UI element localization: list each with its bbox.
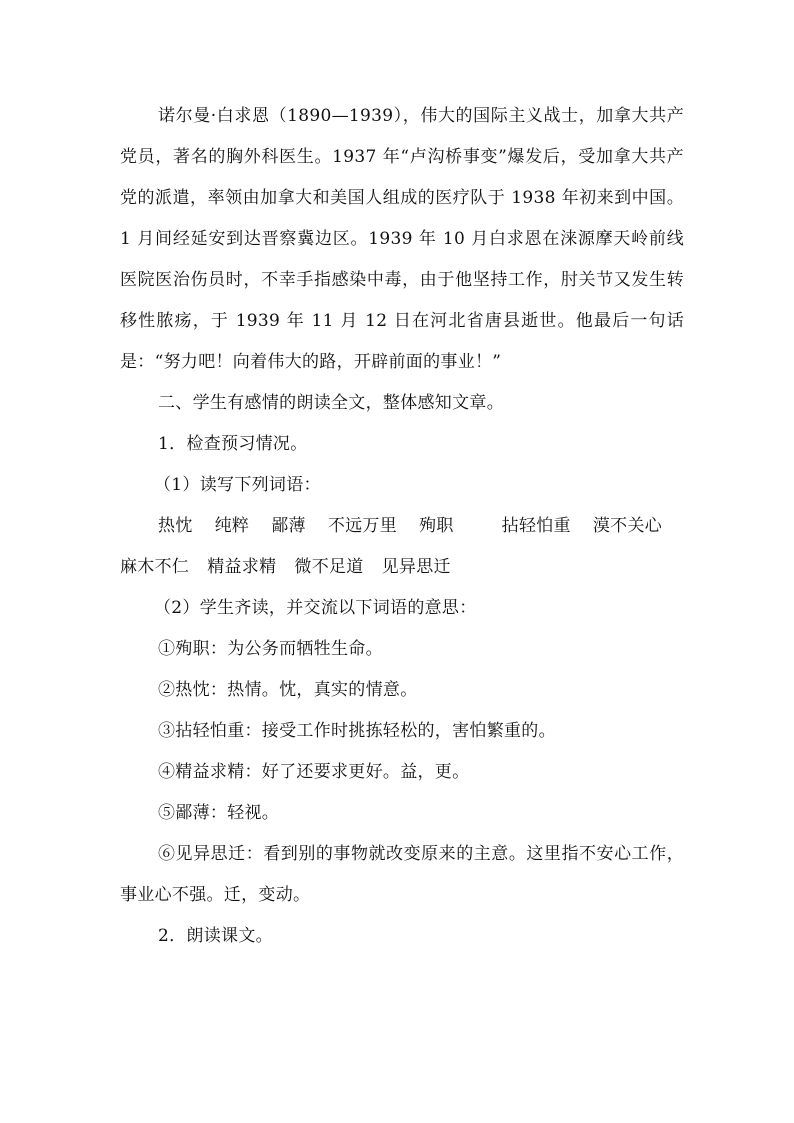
vocab-word: 漠不关心 xyxy=(592,516,663,536)
vocab-word: 麻木不仁 xyxy=(120,557,190,577)
intro-paragraph: 诺尔曼·白求恩（1890—1939），伟大的国际主义战士，加拿大共产党员，著名的胸外科医生。1937 年“卢沟桥事变”爆发后，受加拿大共产党的派遣，率领由加拿大和美国人组成的医疗队于 1938 年初来到中国。1 月间经延安到达晋察冀边区。1939 年 10 月白求恩在涞源摩天岭前线医院医治伤员时，不幸手指感染中毒，由于他坚持工作，肘关节又发生转移性脓疡，于 1939 年 11 月 12 日在河北省唐县逝世。他最后一句话是：“努力吧！向着伟大的路，开辟前面的事业！” xyxy=(120,106,684,372)
subitem-two-heading: （2）学生齐读，并交流以下词语的意思： xyxy=(154,598,477,618)
document-body xyxy=(120,96,684,957)
vocab-word: 拈轻怕重 xyxy=(501,516,571,536)
item-one-heading: 1．检查预习情况。 xyxy=(158,434,308,454)
vocab-word: 不远万里 xyxy=(327,516,398,536)
definition-item: ①殉职：为公务而牺牲生命。 xyxy=(158,639,383,659)
vocab-row-1 xyxy=(120,506,684,547)
item-two-heading: 2．朗读课文。 xyxy=(158,926,273,946)
definition-item: ③拈轻怕重：接受工作时挑拣轻松的，害怕繁重的。 xyxy=(158,721,556,741)
vocab-word: 鄙薄 xyxy=(271,516,306,536)
vocab-word: 热忱 xyxy=(158,516,193,536)
section-two-heading: 二、学生有感情的朗读全文，整体感知文章。 xyxy=(158,393,504,413)
vocab-word: 纯粹 xyxy=(214,516,250,536)
definition-item-wrapped: ⑥见异思迁：看到别的事物就改变原来的主意。这里指不安心工作，事业心不强。迁，变动。 xyxy=(120,844,684,905)
vocab-word: 见异思迁 xyxy=(381,557,451,577)
vocab-row-2 xyxy=(120,547,684,588)
definition-item: ②热忱：热情。忱，真实的情意。 xyxy=(158,680,418,700)
definition-item: ⑤鄙薄：轻视。 xyxy=(158,803,280,823)
vocab-word: 殉职 xyxy=(419,516,454,536)
vocab-word: 微不足道 xyxy=(294,557,364,577)
definition-item: ④精益求精：好了还要求更好。益，更。 xyxy=(158,762,470,782)
subitem-one-heading: （1）读写下列词语： xyxy=(154,475,321,495)
vocab-word: 精益求精 xyxy=(207,557,277,577)
